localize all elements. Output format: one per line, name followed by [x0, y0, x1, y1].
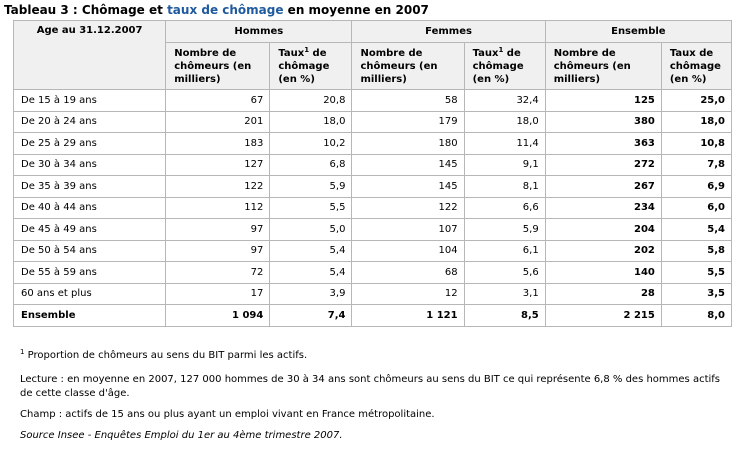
- cell-e-n: 380: [545, 111, 661, 133]
- header-group-ensemble: Ensemble: [545, 21, 731, 43]
- cell-f-t: 11,4: [464, 133, 545, 155]
- table-row: [14, 176, 732, 198]
- cell-e-n: 202: [545, 240, 661, 262]
- cell-h-n: 97: [166, 219, 270, 241]
- cell-e-n: 140: [545, 262, 661, 284]
- header-group-femmes: Femmes: [352, 21, 545, 43]
- cell-e-t: 10,8: [661, 133, 731, 155]
- cell-e-t: 8,0: [661, 305, 731, 327]
- cell-e-t: 5,5: [661, 262, 731, 284]
- cell-h-t: 5,4: [270, 240, 352, 262]
- total-row: [14, 305, 732, 327]
- cell-e-n: 272: [545, 154, 661, 176]
- table-row: [14, 111, 732, 133]
- cell-e-t: 25,0: [661, 90, 731, 112]
- cell-f-n: 58: [352, 90, 464, 112]
- cell-h-n: 201: [166, 111, 270, 133]
- cell-f-n: 104: [352, 240, 464, 262]
- cell-f-t: 3,1: [464, 283, 545, 305]
- table-row: [14, 283, 732, 305]
- footnote: [20, 349, 732, 363]
- table-row: [14, 262, 732, 284]
- table-row: [14, 197, 732, 219]
- cell-f-t: 18,0: [464, 111, 545, 133]
- cell-e-n: 234: [545, 197, 661, 219]
- cell-h-t: 5,4: [270, 262, 352, 284]
- table-row: [14, 240, 732, 262]
- cell-f-n: 1 121: [352, 305, 464, 327]
- header-nombre-femmes: Nombre de chômeurs (en milliers): [352, 43, 464, 90]
- footnote-mark: 1: [20, 348, 25, 356]
- cell-f-n: 179: [352, 111, 464, 133]
- lecture-note: Lecture : en moyenne en 2007, 127 000 hommes de 30 à 34 ans sont chômeurs au sens du BIT ce qui représente 6,8 % des hommes actifs de cette classe d'âge.: [20, 374, 721, 399]
- cell-e-n: 363: [545, 133, 661, 155]
- row-label: De 15 à 19 ans: [14, 90, 166, 112]
- cell-e-n: 28: [545, 283, 661, 305]
- cell-h-n: 97: [166, 240, 270, 262]
- cell-e-t: 3,5: [661, 283, 731, 305]
- cell-f-t: 8,1: [464, 176, 545, 198]
- unemployment-table: [13, 20, 732, 327]
- row-label: Ensemble: [14, 305, 166, 327]
- cell-h-n: 72: [166, 262, 270, 284]
- cell-h-t: 5,0: [270, 219, 352, 241]
- table-body: [14, 90, 732, 327]
- cell-f-t: 6,6: [464, 197, 545, 219]
- cell-f-n: 68: [352, 262, 464, 284]
- cell-f-t: 8,5: [464, 305, 545, 327]
- cell-h-t: 20,8: [270, 90, 352, 112]
- cell-f-n: 145: [352, 176, 464, 198]
- cell-h-n: 67: [166, 90, 270, 112]
- cell-f-t: 5,6: [464, 262, 545, 284]
- cell-h-t: 18,0: [270, 111, 352, 133]
- header-taux-ensemble: Taux de chômage (en %): [661, 43, 731, 90]
- table-row: [14, 219, 732, 241]
- cell-e-n: 267: [545, 176, 661, 198]
- cell-e-t: 18,0: [661, 111, 731, 133]
- cell-h-n: 122: [166, 176, 270, 198]
- cell-e-t: 6,0: [661, 197, 731, 219]
- header-taux-femmes: Taux$^1$ de chômage (en %): [464, 43, 545, 90]
- header-taux-hommes: Taux$^1$ de chômage (en %): [270, 43, 352, 90]
- row-label: De 35 à 39 ans: [14, 176, 166, 198]
- row-label: De 45 à 49 ans: [14, 219, 166, 241]
- taux-de-chomage-link[interactable]: taux de chômage: [167, 3, 284, 17]
- table-title: [4, 2, 429, 18]
- cell-h-t: 10,2: [270, 133, 352, 155]
- cell-h-t: 5,5: [270, 197, 352, 219]
- header-group-hommes: Hommes: [166, 21, 352, 43]
- row-label: De 55 à 59 ans: [14, 262, 166, 284]
- source-note: Source Insee - Enquêtes Emploi du 1er au 4ème trimestre 2007.: [20, 430, 343, 441]
- table-row: [14, 90, 732, 112]
- cell-f-t: 32,4: [464, 90, 545, 112]
- header-age: Age au 31.12.2007: [14, 21, 166, 90]
- cell-h-n: 17: [166, 283, 270, 305]
- cell-f-t: 6,1: [464, 240, 545, 262]
- cell-h-t: 5,9: [270, 176, 352, 198]
- cell-f-n: 107: [352, 219, 464, 241]
- cell-f-t: 5,9: [464, 219, 545, 241]
- cell-h-n: 183: [166, 133, 270, 155]
- cell-h-t: 3,9: [270, 283, 352, 305]
- cell-h-n: 112: [166, 197, 270, 219]
- header-nombre-ensemble: Nombre de chômeurs (en milliers): [545, 43, 661, 90]
- cell-e-t: 5,4: [661, 219, 731, 241]
- cell-e-t: 7,8: [661, 154, 731, 176]
- cell-h-n: 1 094: [166, 305, 270, 327]
- row-label: De 40 à 44 ans: [14, 197, 166, 219]
- row-label: 60 ans et plus: [14, 283, 166, 305]
- cell-h-n: 127: [166, 154, 270, 176]
- title-prefix: Tableau 3 : Chômage et: [4, 3, 168, 17]
- footnote-text: Proportion de chômeurs au sens du BIT parmi les actifs.: [24, 350, 308, 361]
- title-suffix: en moyenne en 2007: [283, 3, 429, 17]
- cell-f-t: 9,1: [464, 154, 545, 176]
- header-nombre-hommes: Nombre de chômeurs (en milliers): [166, 43, 270, 90]
- row-label: De 25 à 29 ans: [14, 133, 166, 155]
- cell-e-n: 2 215: [545, 305, 661, 327]
- cell-h-t: 7,4: [270, 305, 352, 327]
- cell-e-t: 6,9: [661, 176, 731, 198]
- cell-f-n: 180: [352, 133, 464, 155]
- cell-h-t: 6,8: [270, 154, 352, 176]
- row-label: De 50 à 54 ans: [14, 240, 166, 262]
- row-label: De 20 à 24 ans: [14, 111, 166, 133]
- champ-note: Champ : actifs de 15 ans ou plus ayant un emploi vivant en France métropolitaine.: [20, 409, 435, 420]
- cell-e-t: 5,8: [661, 240, 731, 262]
- table-row: [14, 154, 732, 176]
- cell-e-n: 204: [545, 219, 661, 241]
- cell-f-n: 12: [352, 283, 464, 305]
- cell-f-n: 122: [352, 197, 464, 219]
- table-row: [14, 133, 732, 155]
- row-label: De 30 à 34 ans: [14, 154, 166, 176]
- cell-f-n: 145: [352, 154, 464, 176]
- cell-e-n: 125: [545, 90, 661, 112]
